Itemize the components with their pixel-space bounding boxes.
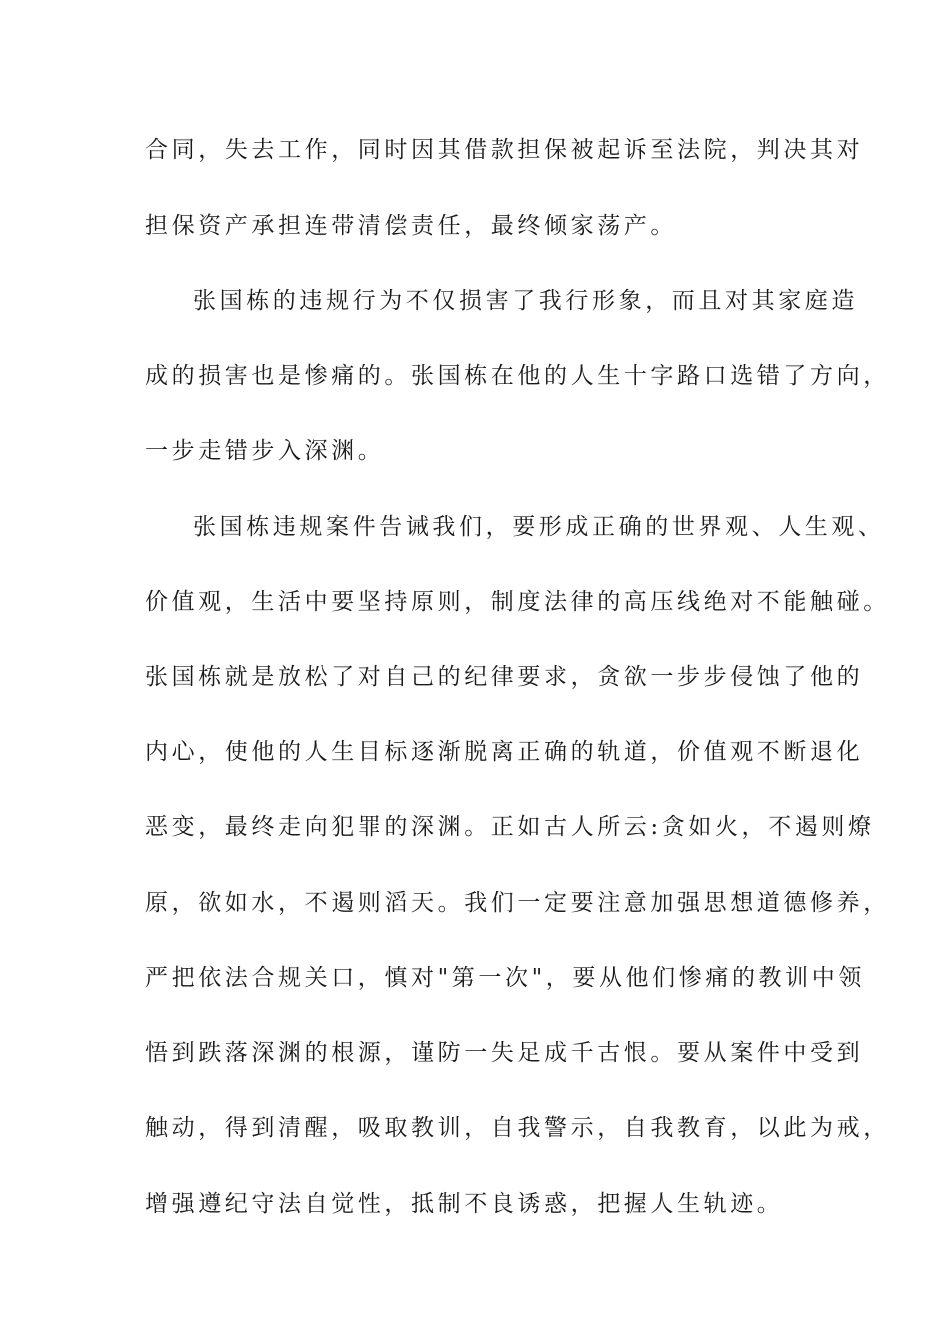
paragraph-1-line-3: 一步走错步入深渊。 bbox=[145, 438, 385, 464]
paragraph-2-line-10: 增强遵纪守法自觉性，抵制不良诱惑，把握人生轨迹。 bbox=[145, 1191, 784, 1217]
paragraph-2-line-6: 原，欲如水，不遏则滔天。我们一定要注意加强思想道德修养， bbox=[145, 890, 890, 916]
paragraph-2-line-9: 触动，得到清醒，吸取教训，自我警示，自我教育，以此为戒， bbox=[145, 1115, 890, 1141]
paragraph-2-line-7: 严把依法合规关口，慎对"第一次"，要从他们惨痛的教训中领 bbox=[145, 965, 865, 991]
paragraph-2-line-1: 张国栋违规案件告诫我们，要形成正确的世界观、人生观、 bbox=[193, 514, 885, 540]
paragraph-2-line-8: 悟到跌落深渊的根源，谨防一失足成千古恨。要从案件中受到 bbox=[145, 1040, 864, 1066]
text-line-2: 担保资产承担连带清偿责任，最终倾家荡产。 bbox=[145, 213, 677, 239]
text-line-1: 合同，失去工作，同时因其借款担保被起诉至法院，判决其对 bbox=[145, 137, 864, 163]
paragraph-1-line-1: 张国栋的违规行为不仅损害了我行形象，而且对其家庭造 bbox=[193, 288, 858, 314]
paragraph-2-line-5: 恶变，最终走向犯罪的深渊。正如古人所云:贪如火，不遏则燎 bbox=[145, 814, 875, 840]
paragraph-2-line-3: 张国栋就是放松了对自己的纪律要求，贪欲一步步侵蚀了他的 bbox=[145, 664, 864, 690]
paragraph-2-line-4: 内心，使他的人生目标逐渐脱离正确的轨道，价值观不断退化 bbox=[145, 739, 864, 765]
paragraph-1-line-2: 成的损害也是惨痛的。张国栋在他的人生十字路口选错了方向， bbox=[145, 363, 890, 389]
paragraph-2-line-2: 价值观，生活中要坚持原则，制度法律的高压线绝对不能触碰。 bbox=[145, 589, 890, 615]
